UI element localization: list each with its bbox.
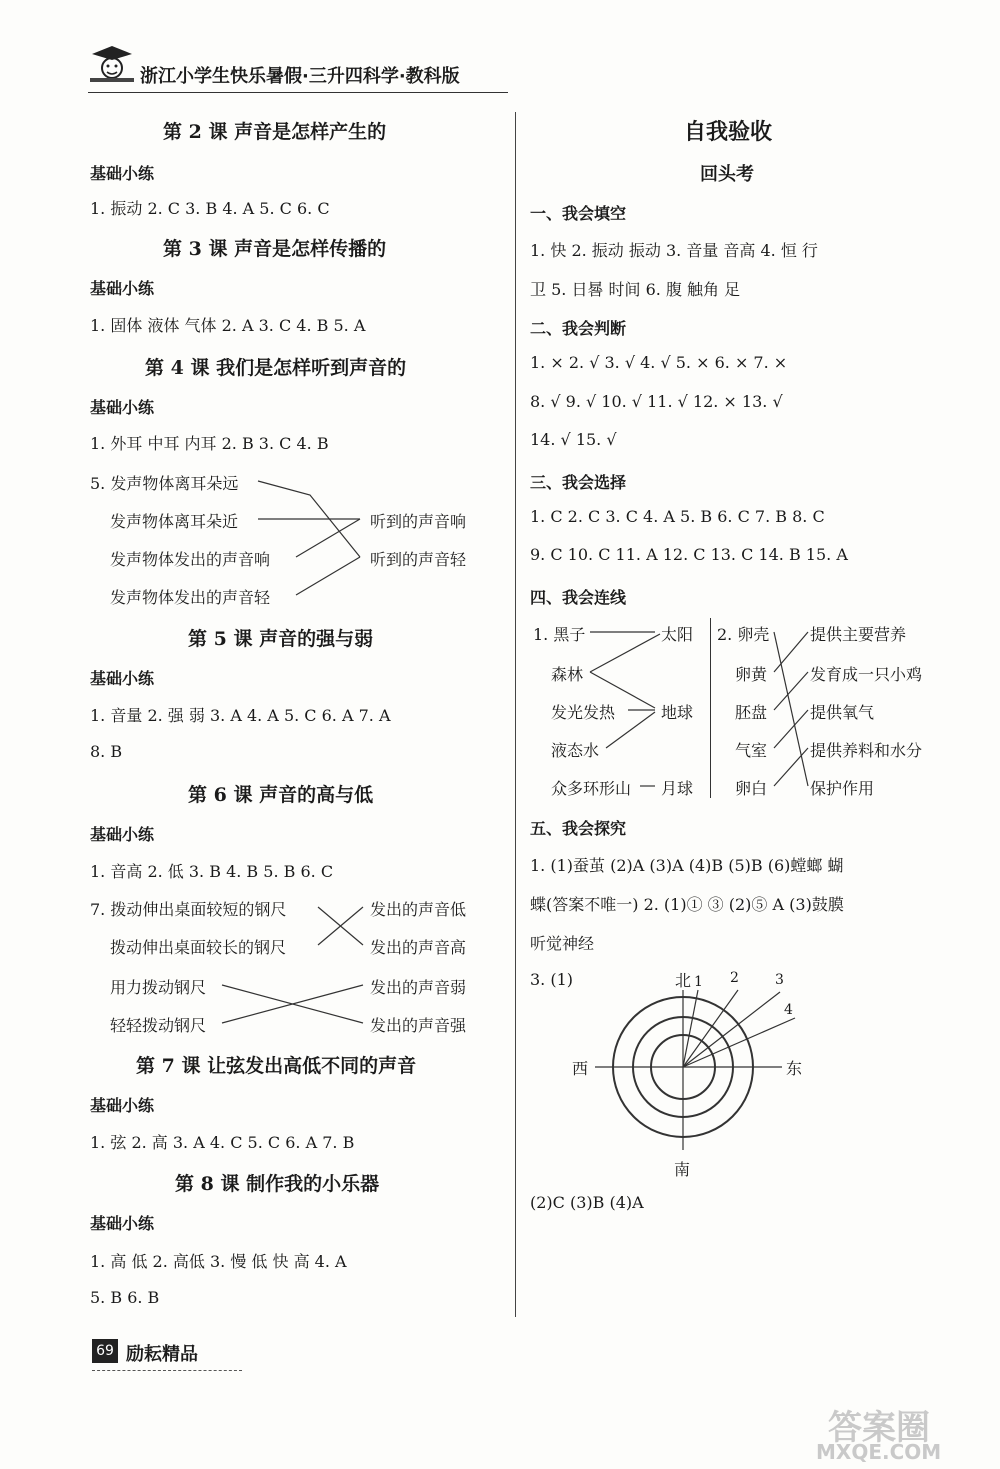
s4-separator xyxy=(710,618,711,798)
s1-title: 一、我会填空 xyxy=(530,204,627,223)
lesson-6-title: 第 6 课 声音的高与低 xyxy=(188,784,374,806)
lesson-6-answers: 1. 音高 2. 低 3. B 4. B 5. B 6. C xyxy=(90,862,334,881)
l6-match-left-1: 7. 拨动伸出桌面较短的钢尺 xyxy=(90,900,287,919)
lesson-2-answers: 1. 振动 2. C 3. B 4. A 5. C 6. C xyxy=(90,199,330,218)
l4-line-4 xyxy=(296,557,360,595)
s4-c1-left-5: 众多环形山 xyxy=(551,779,632,798)
l6-match-left-3: 用力拨动钢尺 xyxy=(110,978,207,997)
s4-c2-right-1: 提供主要营养 xyxy=(810,625,907,644)
s4b-line-2 xyxy=(774,632,808,672)
review-title: 自我验收 xyxy=(684,119,773,145)
lesson-5-title: 第 5 课 声音的强与弱 xyxy=(188,628,374,650)
s3-answers-1: 1. C 2. C 3. C 4. A 5. B 6. C 7. B 8. C xyxy=(530,507,825,526)
lesson-4-title: 第 4 课 我们是怎样听到声音的 xyxy=(145,357,407,379)
review-subtitle: 回头考 xyxy=(700,164,754,185)
s4-c1-left-1: 1. 黑子 xyxy=(533,625,586,644)
watermark-logo: 答案圈 xyxy=(828,1408,930,1448)
l6-match-right-3: 发出的声音弱 xyxy=(370,978,467,997)
lesson-5-answers: 1. 音量 2. 强 弱 3. A 4. A 5. C 6. A 7. A xyxy=(90,706,391,725)
s2-answers-2: 8. √ 9. √ 10. √ 11. √ 12. × 13. √ xyxy=(530,392,783,411)
l6-match-right-2: 发出的声音高 xyxy=(370,938,467,957)
l4-match-left-2: 发声物体离耳朵近 xyxy=(110,512,239,531)
compass-east: 东 xyxy=(786,1059,803,1078)
lesson-8-sub: 基础小练 xyxy=(90,1214,155,1233)
s4b-line-5 xyxy=(774,748,808,786)
s2-title: 二、我会判断 xyxy=(530,319,627,338)
lesson-7-title: 第 7 课 让弦发出高低不同的声音 xyxy=(136,1055,417,1077)
s5-answers-2: 蝶(答案不唯一) 2. (1)① ③ (2)⑤ A (3)鼓膜 xyxy=(530,895,844,914)
lesson-7-answers: 1. 弦 2. 高 3. A 4. C 5. C 6. A 7. B xyxy=(90,1133,355,1152)
compass-ray-4 xyxy=(683,1018,795,1067)
s2-answers-3: 14. √ 15. √ xyxy=(530,430,617,449)
page-number: 69 xyxy=(92,1339,118,1363)
s4-c1-right-1: 太阳 xyxy=(661,625,694,644)
lesson-2-sub: 基础小练 xyxy=(90,164,155,183)
lesson-3-sub: 基础小练 xyxy=(90,279,155,298)
l4-line-3 xyxy=(296,519,360,557)
ray-label-2: 2 xyxy=(730,970,739,986)
footer-brand: 励耘精品 xyxy=(126,1344,198,1365)
s2-answers-1: 1. × 2. √ 3. √ 4. √ 5. × 6. × 7. × xyxy=(530,353,788,372)
s5-answers-3: 听觉神经 xyxy=(530,934,595,953)
s4-c2-right-3: 提供氧气 xyxy=(810,703,875,722)
compass-ring-outer xyxy=(613,997,753,1137)
compass-south: 南 xyxy=(674,1160,691,1179)
compass-ring-middle xyxy=(633,1017,733,1117)
l4-match-left-1: 5. 发声物体离耳朵远 xyxy=(90,474,239,493)
s4-c2-right-4: 提供养料和水分 xyxy=(810,741,923,760)
l4-match-right-1: 听到的声音响 xyxy=(370,512,467,531)
l4-match-left-3: 发声物体发出的声音响 xyxy=(110,550,271,569)
s1-answers-2: 卫 5. 日晷 时间 6. 腹 触角 足 xyxy=(530,280,741,299)
lesson-8-answers: 1. 高 低 2. 高低 3. 慢 低 快 高 4. A xyxy=(90,1252,347,1271)
l6-line-3 xyxy=(222,985,363,1023)
l6-match-right-1: 发出的声音低 xyxy=(370,900,467,919)
s3-answers-2: 9. C 10. C 11. A 12. C 13. C 14. B 15. A xyxy=(530,545,848,564)
ray-label-1: 1 xyxy=(694,974,703,990)
l4-match-left-4: 发声物体发出的声音轻 xyxy=(110,588,271,607)
s5-answers-5: (2)C (3)B (4)A xyxy=(530,1193,644,1212)
s4-c2-left-5: 卵白 xyxy=(735,779,768,798)
lesson-8-answers-2: 5. B 6. B xyxy=(90,1288,160,1307)
l6-line-1 xyxy=(318,907,363,945)
l6-line-4 xyxy=(222,985,363,1023)
l6-match-left-2: 拨动伸出桌面较长的钢尺 xyxy=(110,938,287,957)
s4-c1-left-2: 森林 xyxy=(551,665,584,684)
s1-answers-1: 1. 快 2. 振动 振动 3. 音量 音高 4. 恒 行 xyxy=(530,241,818,260)
l6-match-right-4: 发出的声音强 xyxy=(370,1016,467,1035)
s4a-line-6 xyxy=(590,634,660,672)
s4-c2-left-3: 胚盘 xyxy=(735,703,768,722)
compass-ray-3 xyxy=(683,992,780,1067)
s5-title: 五、我会探究 xyxy=(530,819,627,838)
compass-west: 西 xyxy=(572,1059,589,1078)
s4b-line-4 xyxy=(774,710,808,748)
lesson-4-answers: 1. 外耳 中耳 内耳 2. B 3. C 4. B xyxy=(90,434,329,453)
footer-rule xyxy=(92,1370,242,1371)
ray-label-4: 4 xyxy=(784,1002,793,1018)
s4-c2-right-2: 发育成一只小鸡 xyxy=(810,665,923,684)
compass-ray-1 xyxy=(683,990,698,1067)
s4-c2-right-5: 保护作用 xyxy=(810,779,875,798)
l4-match-right-2: 听到的声音轻 xyxy=(370,550,467,569)
compass-ray-2 xyxy=(683,990,738,1067)
s4-c2-left-2: 卵黄 xyxy=(735,665,768,684)
watermark-url: MXQE.COM xyxy=(816,1440,942,1464)
lesson-8-title: 第 8 课 制作我的小乐器 xyxy=(175,1173,380,1195)
s4-c1-left-3: 发光发热 xyxy=(551,703,616,722)
s4-c1-left-4: 液态水 xyxy=(551,741,600,760)
s5-answers-4: 3. (1) xyxy=(530,970,574,989)
header-rule xyxy=(88,92,508,93)
l4-line-1 xyxy=(258,481,360,557)
s4b-line-1 xyxy=(774,632,808,786)
lesson-7-sub: 基础小练 xyxy=(90,1096,155,1115)
lesson-5-sub: 基础小练 xyxy=(90,669,155,688)
s3-title: 三、我会选择 xyxy=(530,473,627,492)
l6-line-2 xyxy=(318,907,363,945)
ray-label-3: 3 xyxy=(775,972,784,988)
column-divider xyxy=(515,112,516,1317)
logo-icon xyxy=(88,44,136,84)
s4-c2-left-1: 2. 卵壳 xyxy=(717,625,770,644)
l6-match-left-4: 轻轻拨动钢尺 xyxy=(110,1016,207,1035)
s4b-line-3 xyxy=(774,672,808,710)
lesson-2-title: 第 2 课 声音是怎样产生的 xyxy=(163,121,387,143)
lesson-3-title: 第 3 课 声音是怎样传播的 xyxy=(163,238,387,260)
header-title: 浙江小学生快乐暑假·三升四科学·教科版 xyxy=(140,66,460,87)
compass-ring-inner xyxy=(651,1035,715,1099)
lesson-6-sub: 基础小练 xyxy=(90,825,155,844)
compass-north: 北 xyxy=(675,971,692,990)
s5-answers-1: 1. (1)蚕茧 (2)A (3)A (4)B (5)B (6)螳螂 蝴 xyxy=(530,856,844,875)
s4-c2-left-4: 气室 xyxy=(735,741,768,760)
s4-title: 四、我会连线 xyxy=(530,588,627,607)
lesson-3-answers: 1. 固体 液体 气体 2. A 3. C 4. B 5. A xyxy=(90,316,366,335)
s4-c1-right-2: 地球 xyxy=(661,703,694,722)
lesson-4-sub: 基础小练 xyxy=(90,398,155,417)
lesson-5-answers-2: 8. B xyxy=(90,742,123,761)
s4-c1-right-3: 月球 xyxy=(661,779,694,798)
